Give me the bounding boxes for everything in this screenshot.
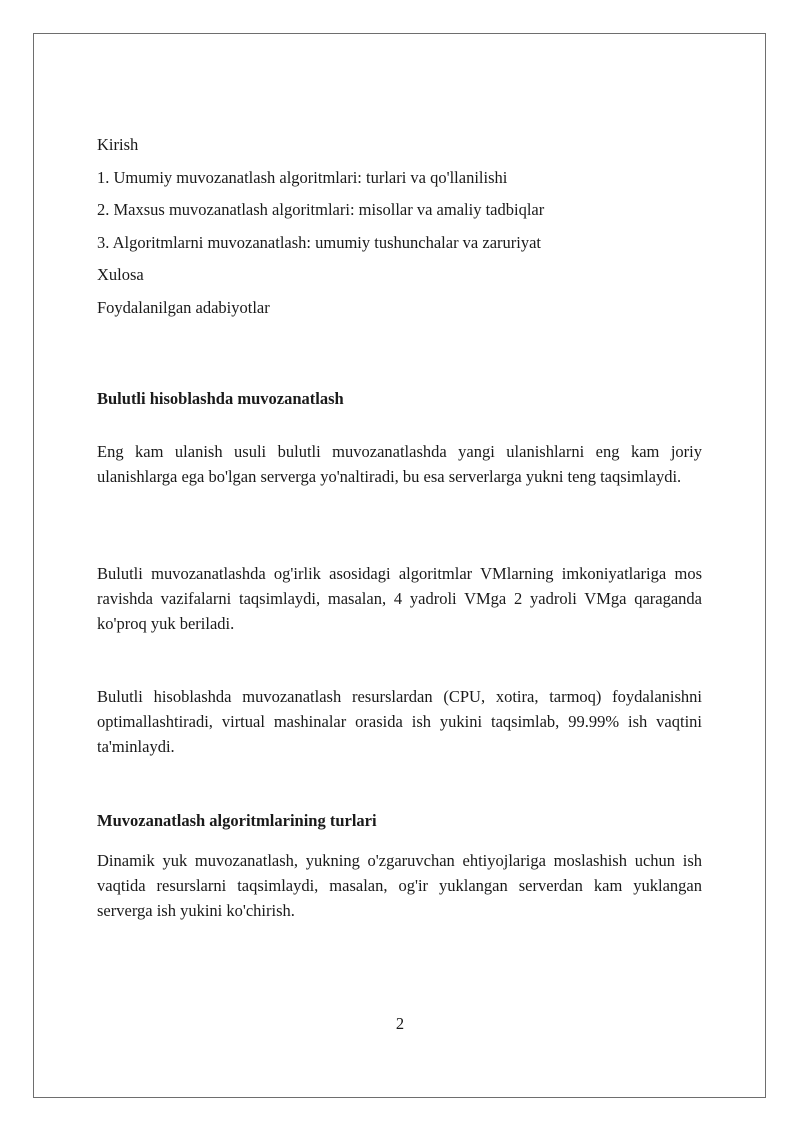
paragraph-dynamic-balancing: Dinamik yuk muvozanatlash, yukning o'zgaruvchan ehtiyojlariga moslashish uchun ish vaqtida resurslarni taqsimlaydi, masalan, og'ir yuklangan serverdan kam yuklangan serverga ish yukini ko'chirish. (97, 851, 702, 920)
section-heading-algorithm-types: Muvozanatlash algoritmlarining turlari (97, 811, 377, 830)
section-heading-cloud-balancing: Bulutli hisoblashda muvozanatlash (97, 389, 344, 408)
toc-item-references: Foydalanilgan adabiyotlar (97, 297, 270, 317)
paragraph-least-connections: Eng kam ulanish usuli bulutli muvozanatlashda yangi ulanishlarni eng kam joriy ulanishlarga ega bo'lgan serverga yo'naltiradi, bu esa serverlarga yukni teng taqsimlaydi. (97, 442, 702, 486)
toc-item-introduction: Kirish (97, 135, 139, 154)
toc-item-conclusion: Xulosa (97, 265, 144, 284)
toc-item-chapter-3: 3. Algoritmlarni muvozanatlash: umumiy tushunchalar va zaruriyat (97, 232, 542, 252)
page-number: 2 (395, 1014, 405, 1033)
table-of-contents (97, 129, 702, 324)
toc-item-chapter-2: 2. Maxsus muvozanatlash algoritmlari: misollar va amaliy tadbiqlar (97, 200, 545, 219)
paragraph-weighted-algorithms: Bulutli muvozanatlashda og'irlik asosidagi algoritmlar VMlarning imkoniyatlariga mos ravishda vazifalarni taqsimlaydi, masalan, 4 yadroli VMga 2 yadroli VMga qaraganda ko'proq yuk beriladi. (97, 564, 702, 633)
paragraph-resource-optimization: Bulutli hisoblashda muvozanatlash resurslardan (CPU, xotira, tarmoq) foydalanishni optimallashtiradi, virtual mashinalar orasida ish yukini taqsimlab, 99.99% ish vaqtini ta'minlaydi. (97, 687, 702, 756)
toc-item-chapter-1: 1. Umumiy muvozanatlash algoritmlari: turlari va qo'llanilishi (97, 167, 508, 187)
